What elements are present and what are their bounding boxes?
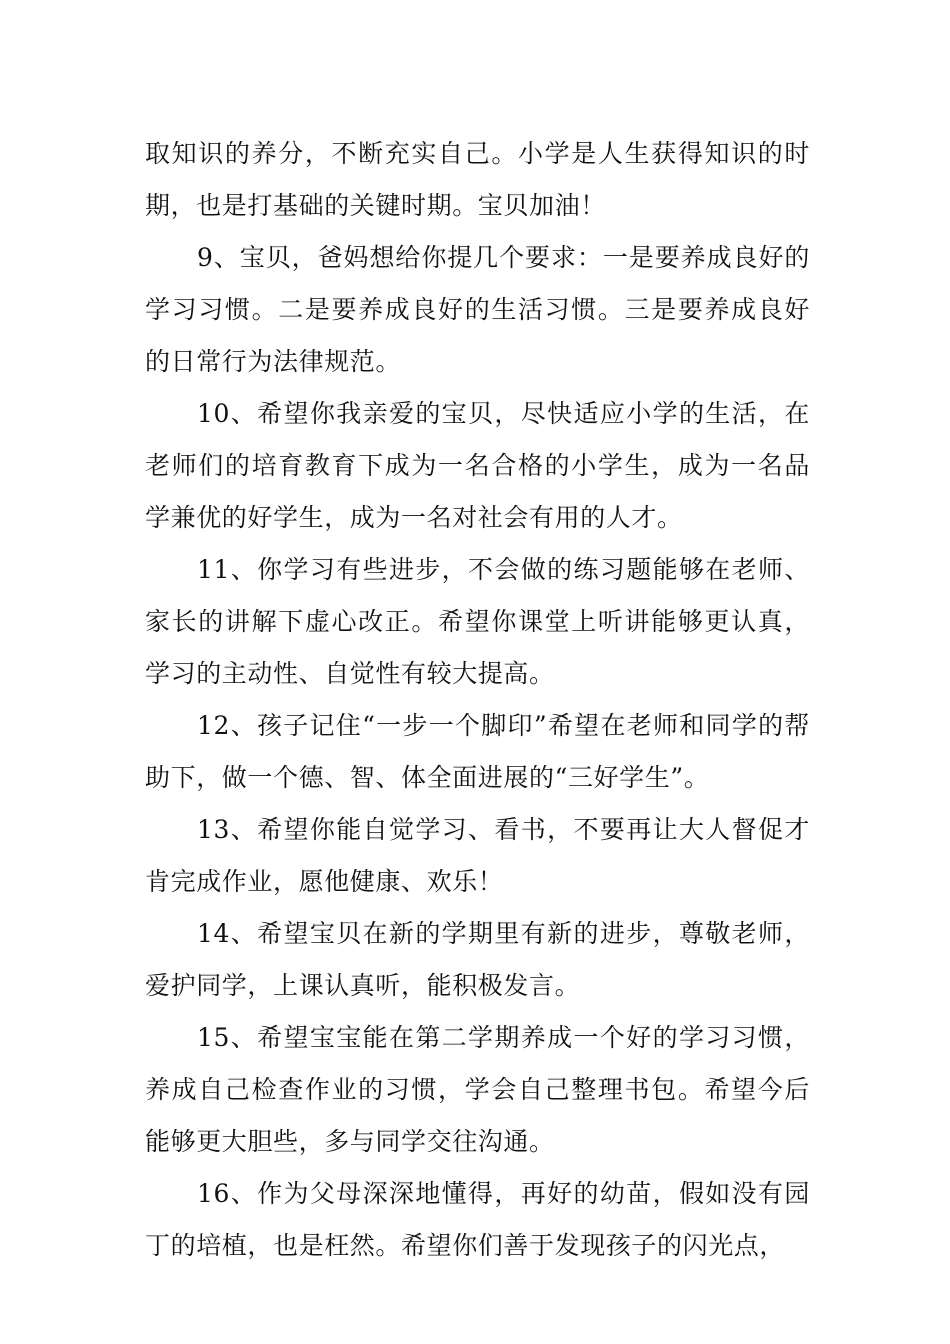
paragraph-item-11: 11、你学习有些进步，不会做的练习题能够在老师、家长的讲解下虚心改正。希望你课堂上听讲能够更认真，学习的主动性、自觉性有较大提高。: [145, 555, 810, 688]
paragraph-item-16: 16、作为父母深深地懂得，再好的幼苗，假如没有园丁的培植，也是枉然。希望你们善于发现孩子的闪光点，: [145, 1179, 810, 1260]
paragraph-item-10: 10、希望你我亲爱的宝贝，尽快适应小学的生活，在老师们的培育教育下成为一名合格的小学生，成为一名品学兼优的好学生，成为一名对社会有用的人才。: [145, 399, 810, 532]
paragraph-item-14: 14、希望宝贝在新的学期里有新的进步，尊敬老师，爱护同学，上课认真听，能积极发言。: [145, 919, 810, 1000]
paragraph-item-15: 15、希望宝宝能在第二学期养成一个好的学习习惯，养成自己检查作业的习惯，学会自己整理书包。希望今后能够更大胆些，多与同学交往沟通。: [145, 1023, 810, 1156]
paragraph-item-13: 13、希望你能自觉学习、看书，不要再让大人督促才肯完成作业，愿他健康、欢乐！: [145, 815, 810, 896]
document-body: [145, 128, 810, 1272]
paragraph-continued: 取知识的养分，不断充实自己。小学是人生获得知识的时期，也是打基础的关键时期。宝贝加油！: [145, 139, 810, 220]
paragraph-item-12: 12、孩子记住“一步一个脚印”希望在老师和同学的帮助下，做一个德、智、体全面进展的“三好学生”。: [145, 711, 810, 792]
paragraph-item-9: 9、宝贝，爸妈想给你提几个要求：一是要养成良好的学习习惯。二是要养成良好的生活习惯。三是要养成良好的日常行为法律规范。: [145, 243, 810, 376]
